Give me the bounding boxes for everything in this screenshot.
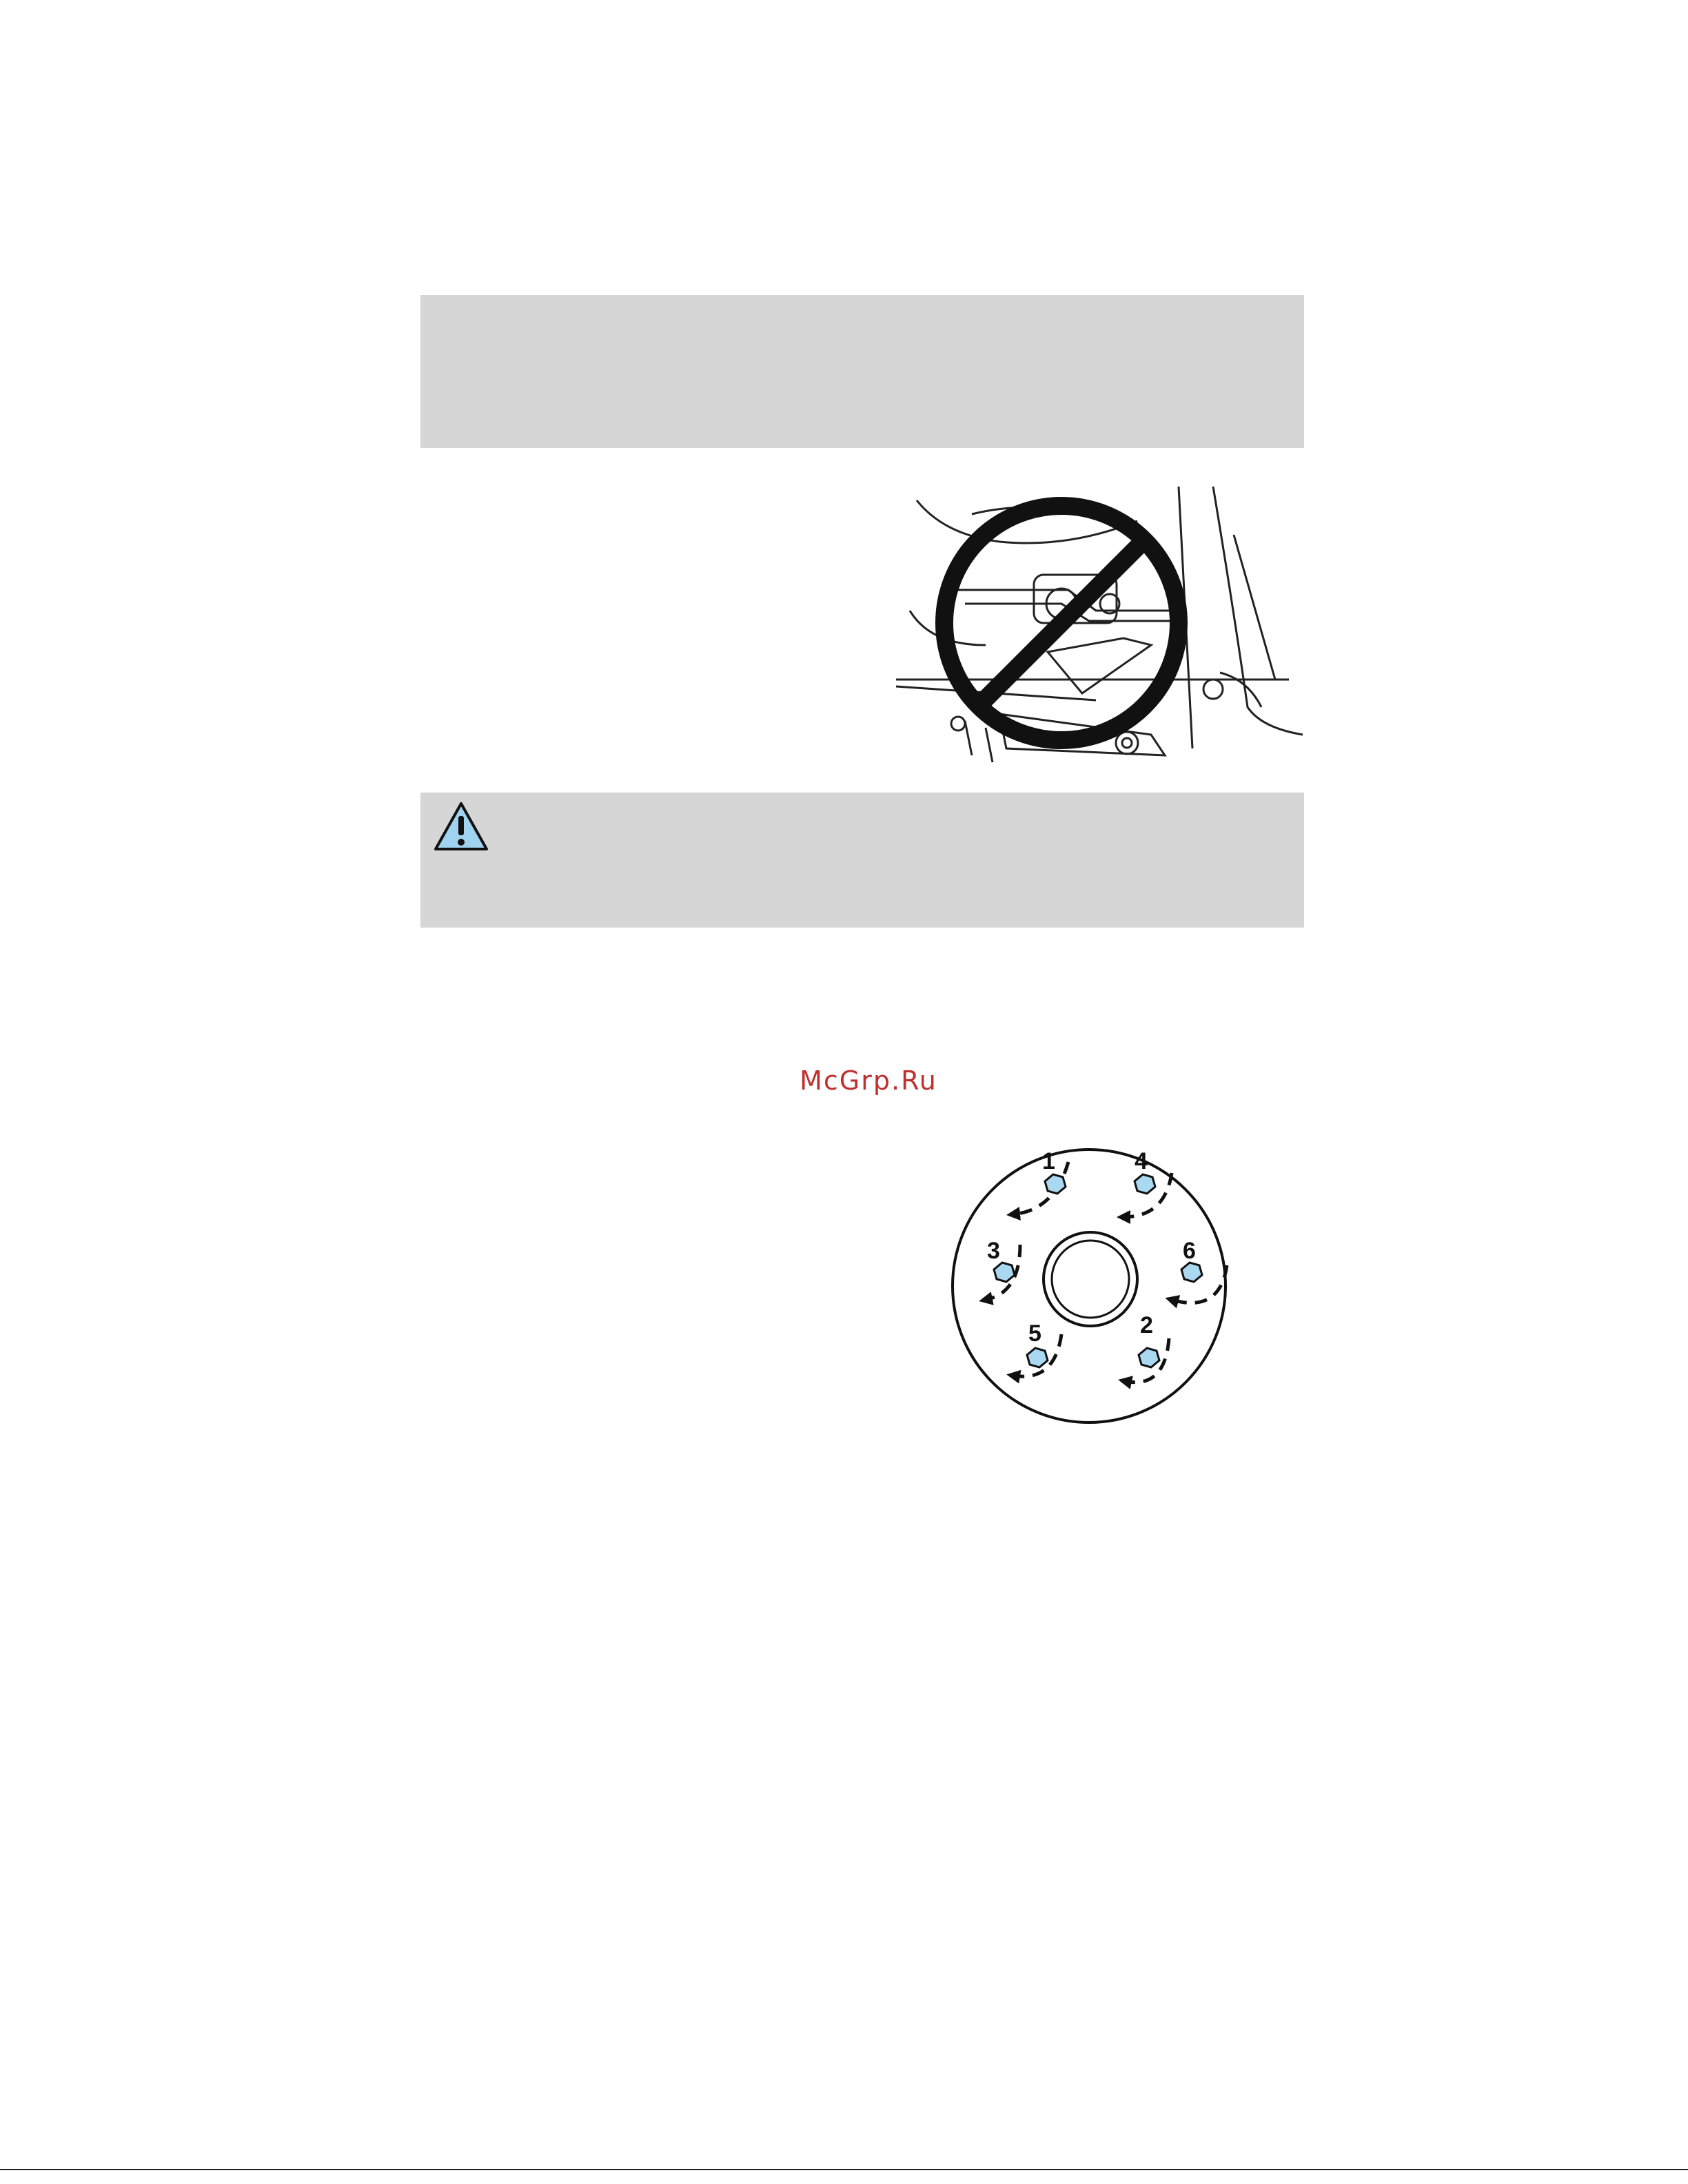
lug-nut-tightening-sequence-icon	[944, 1141, 1248, 1431]
lug-label-4: 4	[1135, 1148, 1148, 1174]
watermark: McGrp.Ru	[800, 1065, 937, 1096]
lug-label-6: 6	[1183, 1238, 1196, 1264]
lug-nut-4	[1135, 1174, 1155, 1194]
lug-nut-6	[1181, 1263, 1202, 1282]
lug-label-1: 1	[1042, 1148, 1055, 1174]
prohibited-jack-placement-icon	[889, 473, 1303, 773]
center-bore-outer	[1044, 1232, 1137, 1326]
lug-label-2: 2	[1140, 1312, 1153, 1338]
warning-triangle-icon	[433, 801, 489, 852]
warning-box	[420, 793, 1304, 928]
lug-nut-3	[994, 1263, 1015, 1282]
lug-nut-2	[1139, 1348, 1159, 1367]
lug-nut-1	[1045, 1174, 1066, 1194]
lug-nut-5	[1027, 1348, 1048, 1367]
center-bore-inner	[1052, 1241, 1129, 1318]
lug-nuts	[994, 1174, 1202, 1367]
vehicle-underside-lines	[896, 487, 1303, 762]
lug-label-3: 3	[987, 1238, 1000, 1264]
lug-label-5: 5	[1028, 1320, 1041, 1347]
wheel-outer-rim	[953, 1150, 1226, 1422]
note-box	[420, 295, 1304, 448]
footer-rule	[0, 2169, 1688, 2170]
